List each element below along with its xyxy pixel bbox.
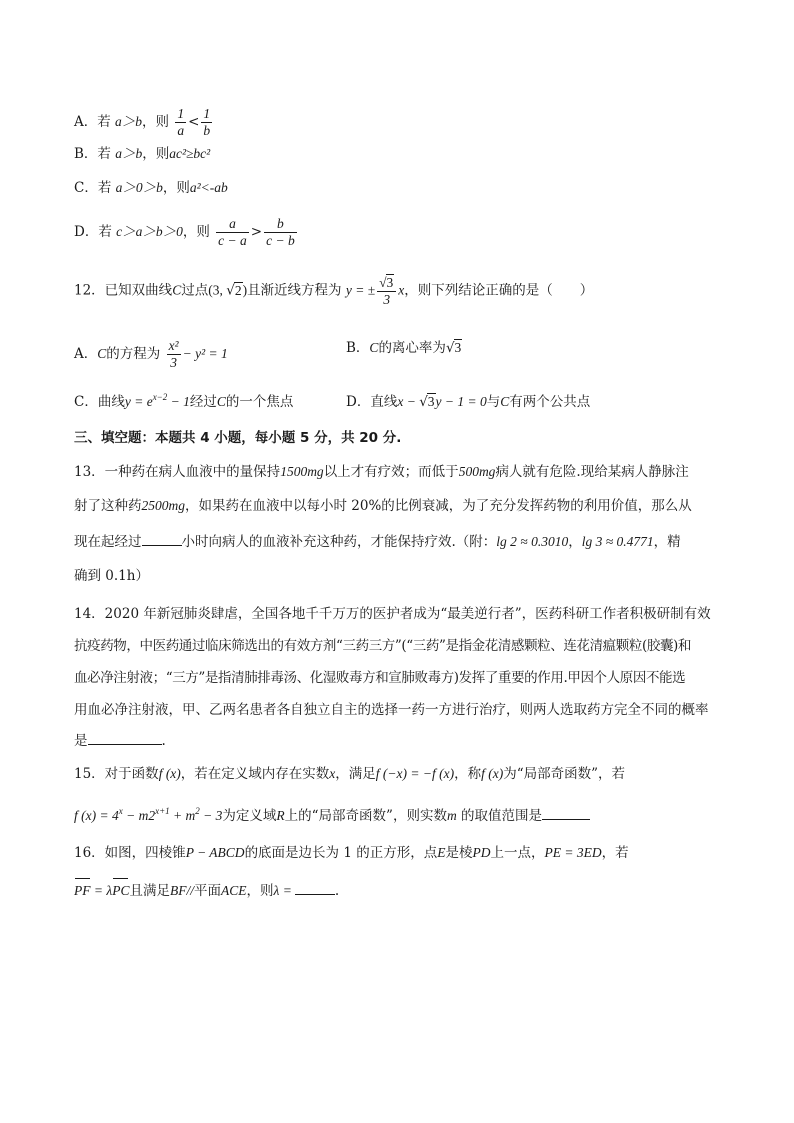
q12-option-a: A．C的方程为 $\frac{\text{x²}}{3}$ − y² = 1 xyxy=(74,338,228,370)
q13-line-1: 13．一种药在病人血液中的量保持1500mg以上才有疗效；而低于500mg病人就有危险.现给某病人静脉注 xyxy=(74,464,689,480)
q11-option-c: C．若 a＞0＞b，则a²<-ab xyxy=(74,180,228,196)
q14-line-4: 用血必净注射液，甲、乙两名患者各自独立自主的选择一药一方进行治疗，则两人选取药方完全不同的概率 xyxy=(74,702,709,718)
fraction: $\frac{a}{c - a}$ xyxy=(218,216,247,248)
q14-line-1: 14．2020 年新冠肺炎肆虐，全国各地千千万万的医护者成为“最美逆行者”，医药科研工作者积极研制有效 xyxy=(74,606,711,622)
q11-option-a: A．若 a＞b，则 $\frac{1}{a}$ < $\frac{1}{b}$ xyxy=(74,106,211,138)
answer-blank[interactable] xyxy=(542,805,590,820)
section-heading: 三、填空题：本题共 4 小题，每小题 5 分，共 20 分. xyxy=(74,430,402,446)
q13-line-4: 确到 0.1h） xyxy=(74,568,149,584)
q14-line-5: 是 . xyxy=(74,730,166,751)
q12-option-c: C．曲线$y = e^{x-2} - 1$经过C的一个焦点 xyxy=(74,392,294,410)
q14-line-3: 血必净注射液；“三方”是指清肺排毒汤、化湿败毒方和宣肺败毒方)发挥了重要的作用.甲因个人原因不能选 xyxy=(74,670,686,686)
q12-option-d: D．直线x − √3y − 1 = 0与C有两个公共点 xyxy=(346,394,591,410)
fraction: $\frac{1}{b}$ xyxy=(203,106,211,138)
q13-line-2: 射了这种药2500mg，如果药在血液中以每小时 20%的比例衰减，为了充分发挥药物的利用价值，那么从 xyxy=(74,498,692,514)
q15-line-2: f $(x) = 4^x - m2^{x+1} + m^2 - 3$为定义域R上的“局部奇函数”，则实数m 的取值范围是 xyxy=(74,805,590,826)
fraction: $\frac{√3}{3}$ xyxy=(377,274,396,308)
answer-blank[interactable] xyxy=(142,531,182,546)
answer-blank[interactable] xyxy=(88,730,162,745)
q16-line-2: PF = λPC且满足BF//平面ACE，则λ = . xyxy=(74,880,339,901)
vector-pf: PF xyxy=(74,881,91,901)
fraction: $\frac{\text{x²}}{3}$ xyxy=(168,338,179,370)
fraction: $\frac{b}{c - b}$ xyxy=(266,216,295,248)
q12-option-b: B．C的离心率为√3 xyxy=(346,340,462,356)
vector-pc: PC xyxy=(112,881,129,901)
q11-option-b: B．若 a＞b，则ac²≥bc² xyxy=(74,146,211,162)
q12-stem: 12．已知双曲线C过点(3, √2)且渐近线方程为 y = ± $\frac{√3}{3}$ x，则下列结论正确的是（ ） xyxy=(74,275,594,307)
q14-line-2: 抗疫药物，中医药通过临床筛选出的有效方剂“三药三方”(“三药”是指金花清感颗粒、连花清瘟颗粒(胶囊)和 xyxy=(74,638,692,654)
fraction: $\frac{1}{a}$ xyxy=(177,106,185,138)
answer-blank[interactable] xyxy=(295,880,335,895)
q15-line-1: 15．对于函数f (x)，若在定义域内存在实数x，满足f (−x) = −f (x)，称f (x)为“局部奇函数”，若 xyxy=(74,766,626,782)
q11-option-d: D．若 c＞a＞b＞0，则 $\frac{a}{c - a}$ > $\frac{b}{c - b}$ xyxy=(74,216,295,248)
q16-line-1: 16．如图，四棱锥P − ABCD的底面是边长为 1 的正方形，点E是棱PD上一点，PE = 3ED，若 xyxy=(74,845,629,861)
q13-line-3: 现在起经过 小时向病人的血液补充这种药，才能保持疗效.（附：lg 2 ≈ 0.3010，lg 3 ≈ 0.4771，精 xyxy=(74,531,681,552)
